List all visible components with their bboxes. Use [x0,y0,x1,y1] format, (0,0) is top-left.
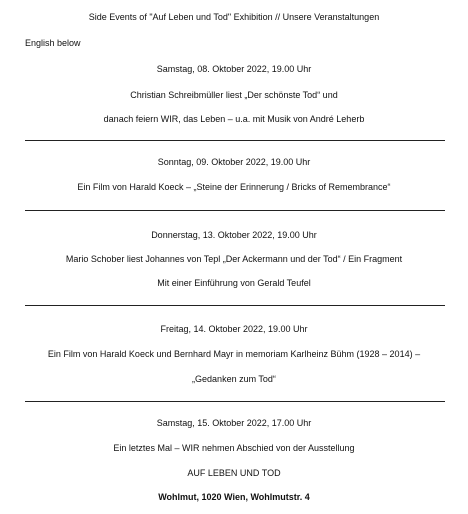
event-2-date: Sonntag, 09. Oktober 2022, 19.00 Uhr [157,157,311,167]
divider-2 [25,210,445,211]
event-3-line-1: Mario Schober liest Johannes von Tepl „Der Ackermann und der Tod“ / Ein Fragment [65,254,403,264]
event-2-line-1: Ein Film von Harald Koeck – „Steine der Erinnerung / Bricks of Remembrance“ [77,182,391,192]
event-5-line-3: Wohlmut, 1020 Wien, Wohlmutstr. 4 [158,492,310,502]
event-1-line-2: danach feiern WIR, das Leben – u.a. mit Musik von André Leherb [103,114,365,124]
event-4-line-1: Ein Film von Harald Koeck und Bernhard Mayr in memoriam Karlheinz Bühm (1928 – 2014) – [47,349,421,359]
divider-3 [25,305,445,306]
event-1-date: Samstag, 08. Oktober 2022, 19.00 Uhr [156,64,312,74]
english-below-note: English below [25,38,81,48]
page-title: Side Events of "Auf Leben und Tod" Exhibition // Unsere Veranstaltungen [88,12,380,22]
event-1-line-1: Christian Schreibmüller liest „Der schönste Tod“ und [130,90,338,100]
event-3-date: Donnerstag, 13. Oktober 2022, 19.00 Uhr [151,230,317,240]
event-5-date: Samstag, 15. Oktober 2022, 17.00 Uhr [156,418,312,428]
event-4-date: Freitag, 14. Oktober 2022, 19.00 Uhr [160,324,308,334]
event-3-line-2: Mit einer Einführung von Gerald Teufel [157,278,311,288]
event-4-line-2: „Gedanken zum Tod“ [192,374,276,384]
divider-4 [25,401,445,402]
event-5-line-1: Ein letztes Mal – WIR nehmen Abschied von der Ausstellung [113,443,355,453]
divider-1 [25,140,445,141]
event-5-line-2: AUF LEBEN UND TOD [187,468,281,478]
